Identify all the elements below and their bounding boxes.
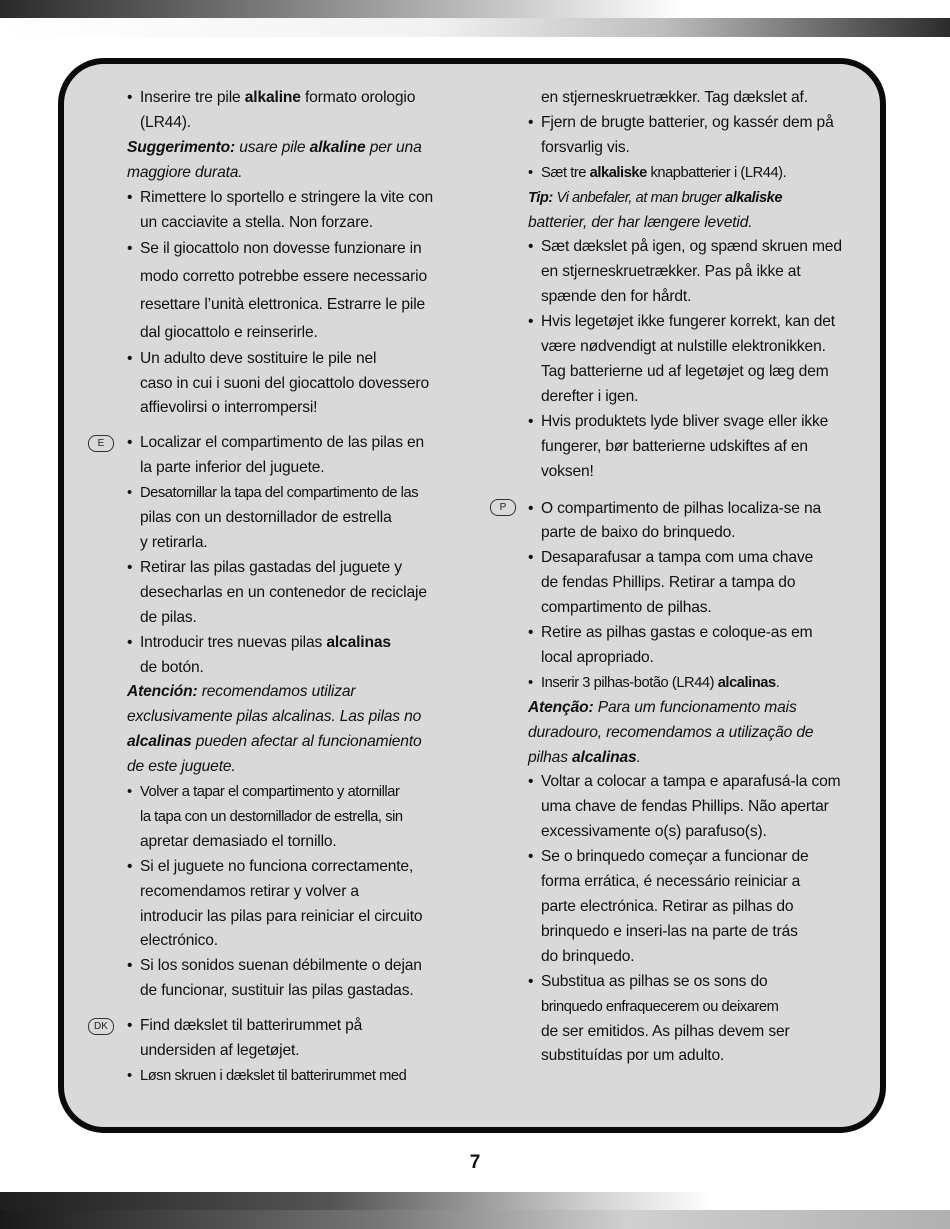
p-step-adult-cont-3: substituídas por um adulto. [541, 1047, 725, 1065]
dk-step-insert: • Sæt tre alkaliske knapbatterier i (LR44). [528, 161, 878, 186]
dk-step-find-cont: undersiden af legetøjet. [140, 1042, 300, 1060]
dk-tip-note-cont: batterier, der har længere levetid. [528, 213, 753, 231]
page-number: 7 [469, 1152, 481, 1173]
language-badge-p: P [490, 499, 516, 516]
dk-step-adult-cont-1: fungerer, bør batterierne udskiftes af en [541, 437, 808, 455]
p-step-close-cont-1: uma chave de fendas Phillips. Não apertar [541, 798, 829, 816]
it-step-reset-cont-1: modo corretto potrebbe essere necessario [140, 268, 427, 286]
es-step-replace-cont: de funcionar, sustituir las pilas gastadas. [140, 982, 414, 1000]
dk-step-close-cont-2: spænde den for hårdt. [541, 288, 692, 306]
p-step-reset-cont-3: brinquedo e inseri-las na parte de trás [541, 922, 798, 940]
es-step-reset-cont-2: introducir las pilas para reiniciar el circuito [140, 907, 423, 925]
dk-step-find: • Find dækslet til batterirummet på [127, 1014, 477, 1039]
es-step-remove-cont-1: desecharlas en un contenedor de reciclaje [140, 583, 427, 601]
dk-step-adult: • Hvis produktets lyde bliver svage eller ikke [528, 410, 878, 435]
p-step-remove: • Retire as pilhas gastas e coloque-as em [528, 621, 878, 646]
es-step-reset: • Si el juguete no funciona correctamente, [127, 855, 477, 880]
bottom-gradient-band [0, 1192, 950, 1229]
p-step-reset: • Se o brinquedo começar a funcionar de [528, 845, 878, 870]
dk-step-reset-cont-2: Tag batterierne ud af legetøjet og læg dem [541, 362, 829, 380]
dk-step-close: • Sæt dækslet på igen, og spænd skruen med [528, 235, 878, 260]
p-warning-note-cont-2: pilhas alcalinas. [528, 748, 641, 766]
es-warning-note-cont-3: de este juguete. [127, 758, 236, 776]
it-step-adult-cont-2: affievolirsi o interrompersi! [140, 399, 318, 417]
p-step-remove-cont: local apropriado. [541, 648, 654, 666]
right-column [528, 86, 878, 1069]
it-step-replace-cover: • Rimettere lo sportello e stringere la vite con [127, 186, 477, 211]
es-step-close-cont-1: la tapa con un destornillador de estrella, sin [140, 808, 403, 825]
dk-step-remove: • Fjern de brugte batterier, og kassér dem på [528, 111, 878, 136]
p-step-unscrew-cont-1: de fendas Phillips. Retirar a tampa do [541, 574, 796, 592]
es-step-close: • Volver a tapar el compartimento y atornillar [127, 780, 477, 805]
language-badge-es: E [88, 435, 114, 452]
dk-step-reset-cont-1: være nødvendigt at nulstille elektronikken. [541, 338, 826, 356]
es-warning-note-cont-2: alcalinas pueden afectar al funcionamiento [127, 733, 422, 751]
it-step-replace-cover-cont: un cacciavite a stella. Non forzare. [140, 213, 373, 231]
es-step-locate-cont: la parte inferior del juguete. [140, 459, 325, 477]
es-step-replace: • Si los sonidos suenan débilmente o dejan [127, 954, 477, 979]
p-step-reset-cont-4: do brinquedo. [541, 947, 635, 965]
p-step-close: • Voltar a colocar a tampa e aparafusá-la com [528, 770, 878, 795]
p-step-reset-cont-1: forma errática, é necessário reiniciar a [541, 873, 801, 891]
p-step-close-cont-2: excessivamente o(s) parafuso(s). [541, 823, 767, 841]
es-step-unscrew: • Desatornillar la tapa del compartimento de las [127, 481, 477, 506]
p-step-locate: • O compartimento de pilhas localiza-se na [528, 497, 878, 522]
es-warning-note-cont-1: exclusivamente pilas alcalinas. Las pilas no [127, 708, 422, 726]
es-step-unscrew-cont-2: y retirarla. [140, 533, 208, 551]
dk-step-close-cont-1: en stjerneskruetrækker. Pas på ikke at [541, 263, 801, 281]
p-step-unscrew: • Desaparafusar a tampa com uma chave [528, 546, 878, 571]
top-gradient-band [0, 0, 950, 37]
it-tip-note-cont: maggiore durata. [127, 163, 243, 181]
es-step-locate: • Localizar el compartimento de las pilas en [127, 431, 477, 456]
es-step-reset-cont-1: recomendamos retirar y volver a [140, 882, 359, 900]
it-step-insert-batteries-cont: (LR44). [140, 113, 191, 131]
dk-step-adult-cont-2: voksen! [541, 462, 594, 480]
it-step-adult: • Un adulto deve sostituire le pile nel [127, 347, 477, 372]
dk-step-reset-cont-3: derefter i igen. [541, 387, 639, 405]
dk-tip-note: Tip: Vi anbefaler, at man bruger alkaliske [528, 189, 783, 206]
p-step-insert: • Inserir 3 pilhas-botão (LR44) alcalinas. [528, 671, 878, 696]
es-warning-note: Atención: recomendamos utilizar [127, 683, 356, 701]
es-step-unscrew-cont-1: pilas con un destornillador de estrella [140, 509, 392, 527]
es-step-insert-cont: de botón. [140, 658, 204, 676]
p-step-locate-cont: parte de baixo do brinquedo. [541, 524, 736, 542]
it-step-insert-batteries: • Inserire tre pile alkaline formato orologio [127, 86, 477, 111]
p-step-adult: • Substitua as pilhas se os sons do [528, 970, 878, 995]
p-step-adult-cont-2: de ser emitidos. As pilhas devem ser [541, 1022, 790, 1040]
dk-step-remove-cont: forsvarlig vis. [541, 138, 630, 156]
dk-step-reset: • Hvis legetøjet ikke fungerer korrekt, kan det [528, 310, 878, 335]
it-tip-note: Suggerimento: usare pile alkaline per una [127, 138, 422, 156]
es-step-close-cont-2: apretar demasiado el tornillo. [140, 832, 337, 850]
p-step-unscrew-cont-2: compartimento de pilhas. [541, 599, 712, 617]
it-step-adult-cont-1: caso in cui i suoni del giocattolo dovessero [140, 374, 429, 392]
language-badge-dk: DK [88, 1018, 114, 1035]
es-step-remove-cont-2: de pilas. [140, 608, 197, 626]
es-step-remove: • Retirar las pilas gastadas del juguete y [127, 556, 477, 581]
it-step-reset-cont-2: resettare l’unità elettronica. Estrarre le pile [140, 296, 426, 314]
es-step-insert: • Introducir tres nuevas pilas alcalinas [127, 631, 477, 656]
it-step-reset-cont-3: dal giocattolo e reinserirle. [140, 323, 318, 341]
p-step-adult-cont-1: brinquedo enfraquecerem ou deixarem [541, 998, 779, 1015]
it-step-reset: • Se il giocattolo non dovesse funzionare in [127, 235, 477, 263]
es-step-reset-cont-3: electrónico. [140, 932, 218, 950]
left-column [127, 86, 477, 1089]
p-warning-note-cont-1: duradouro, recomendamos a utilização de [528, 723, 814, 741]
p-warning-note: Atenção: Para um funcionamento mais [528, 698, 797, 716]
dk-step-loosen-cont: en stjerneskruetrækker. Tag dækslet af. [541, 89, 808, 106]
p-step-reset-cont-2: parte electrónica. Retirar as pilhas do [541, 898, 794, 915]
dk-step-loosen: • Løsn skruen i dækslet til batterirummet med [127, 1064, 477, 1089]
